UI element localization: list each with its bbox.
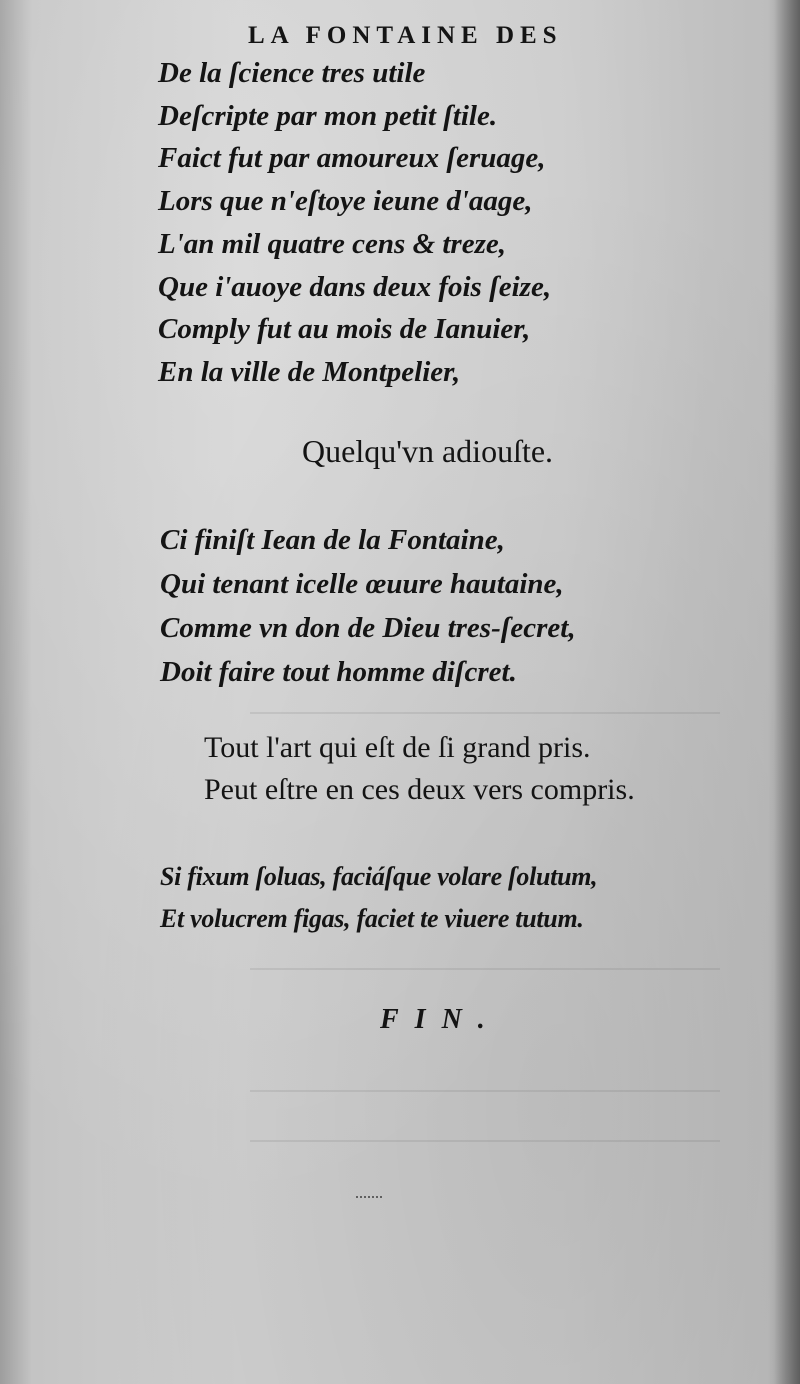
section-heading: Quelqu'vn adiouſte. — [302, 433, 554, 469]
verse-line: Deſcripte par mon petit ſtile. — [158, 99, 498, 132]
end-mark: FIN. — [380, 1004, 501, 1035]
dot-ornament — [356, 1196, 382, 1201]
verse-line: Comme vn don de Dieu tres-ſecret, — [160, 612, 576, 644]
verse-line: Ci finiſt Iean de la Fontaine, — [160, 524, 505, 556]
couplet-line: Et volucrem figas, faciet te viuere tutum. — [160, 904, 584, 933]
couplet-line: Si fixum ſoluas, faciáſque volare ſolutum, — [160, 862, 598, 891]
latin-couplet — [160, 856, 597, 940]
verse-line: Comply fut au mois de Ianuier, — [158, 313, 531, 346]
verse-line: Lors que n'eſtoye ieune d'aage, — [158, 185, 533, 218]
verse-block-1 — [158, 52, 551, 394]
show-through-line — [250, 968, 720, 970]
verse-line: De la ſcience tres utile — [158, 57, 426, 89]
page-edge-shadow — [774, 0, 800, 1384]
verse-line: Qui tenant icelle œuure hautaine, — [160, 568, 564, 600]
verse-line: L'an mil quatre cens & treze, — [158, 227, 506, 260]
couplet-line: Tout l'art qui eſt de ſi grand pris. — [204, 731, 591, 764]
verse-line: Que i'auoye dans deux fois ſeize, — [158, 270, 552, 303]
verse-line: Doit faire tout homme diſcret. — [160, 656, 517, 688]
show-through-line — [250, 1140, 720, 1142]
show-through-line — [250, 712, 720, 714]
running-head: LA FONTAINE DES — [248, 22, 563, 49]
show-through-line — [250, 1090, 720, 1092]
verse-line: Faict fut par amoureux ſeruage, — [158, 142, 546, 175]
roman-couplet — [204, 727, 635, 811]
verse-line: En la ville de Montpelier, — [158, 355, 461, 388]
verse-block-2 — [160, 518, 576, 694]
couplet-line: Peut eſtre en ces deux vers compris. — [204, 773, 635, 806]
